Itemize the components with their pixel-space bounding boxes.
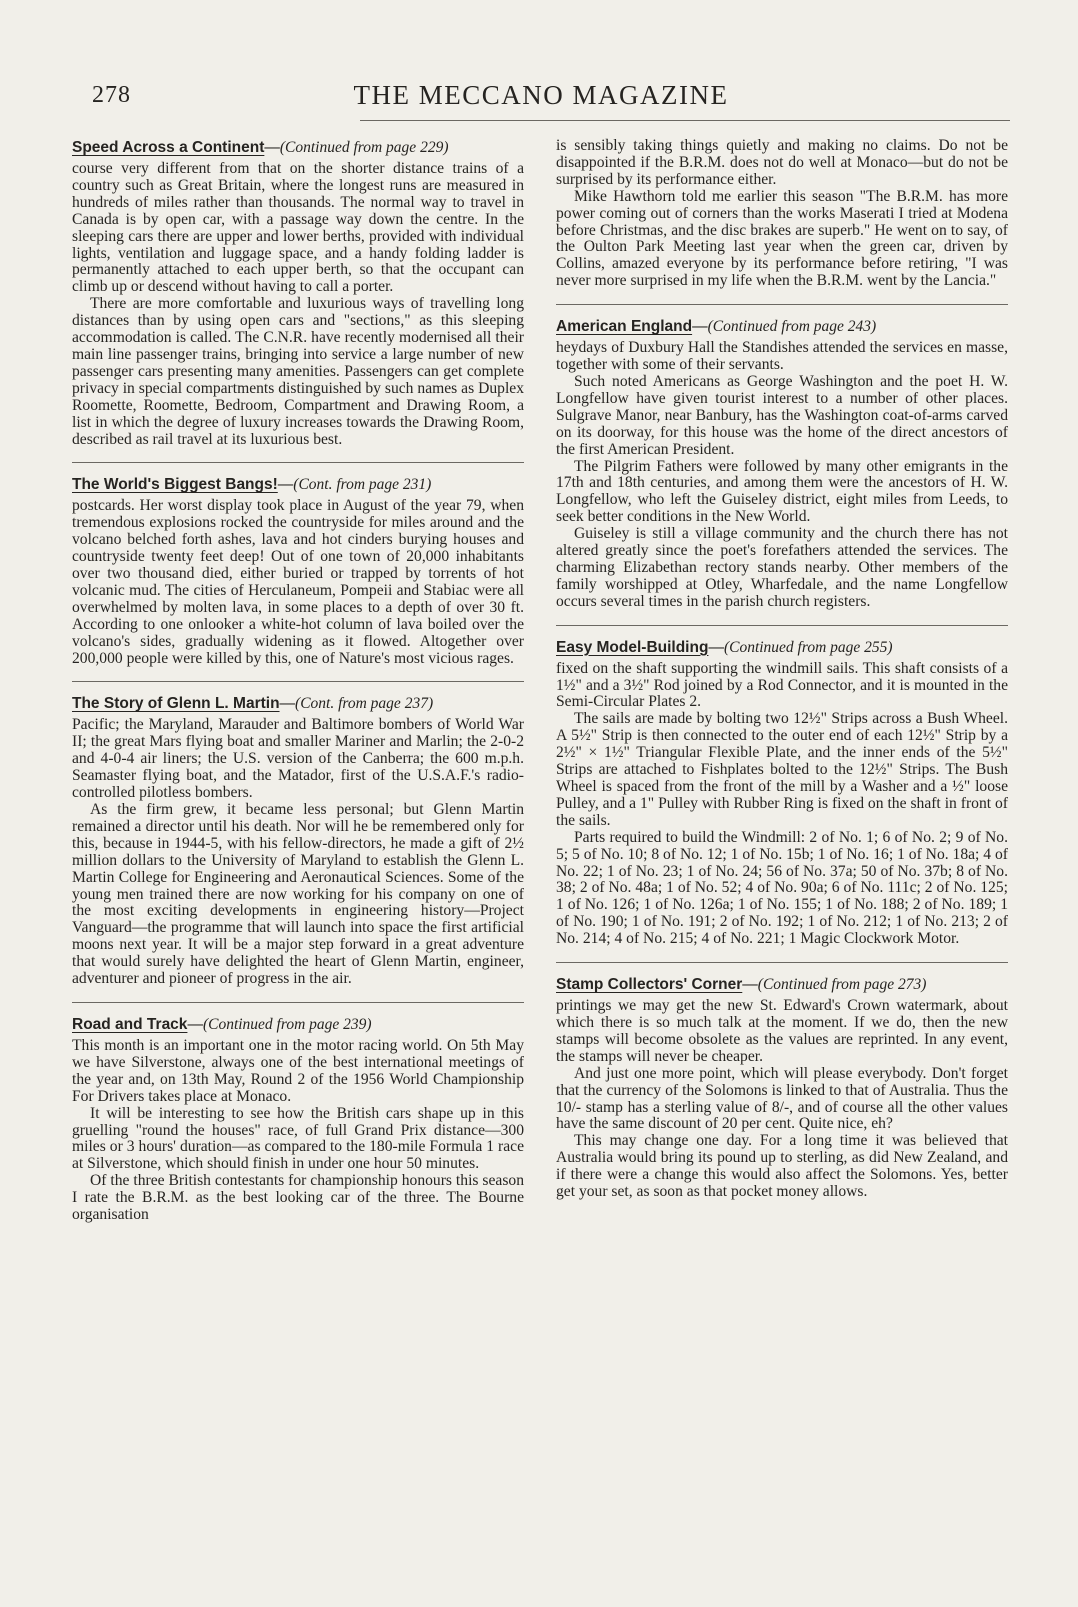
article-the-world-s-biggest-bangs <box>72 475 524 667</box>
article-speed-across-a-continent <box>72 138 524 448</box>
article-heading <box>556 638 1008 658</box>
paragraph: Of the three British contestants for championship honours this season I rate the B.R.M. as the best looking car of the three. The Bourne organisation <box>72 1172 524 1224</box>
paragraph: course very different from that on the shorter distance trains of a country such as Great Britain, where the longest runs are measured in hundreds of miles rather than thousands. The normal way to travel in Canada is by open car, with a passage way down the centre. In the sleeping cars there are upper and lower berths, provided with individual lights, ventilation and luggage space, and a handy folding ladder is permanently attached to each upper berth, so that the occupant can climb up or descend without having to call a porter. <box>72 160 524 296</box>
header-rule <box>360 120 1010 121</box>
page-header <box>72 76 1010 136</box>
article-title: American England <box>556 318 693 336</box>
paragraph: Mike Hawthorn told me earlier this season "The B.R.M. has more power coming out of corners than the works Maserati I tried at Modena before Christmas, and the disc brakes are superb." He went on to say, of the Oulton Park Meeting last year when the green car, driven by Collins, amazed everyone by its performance before retiring, "I was never more surprised in my life when the B.R.M. went by the Lancia." <box>556 187 1008 290</box>
title-dash: — <box>277 476 294 494</box>
paragraph: The Pilgrim Fathers were followed by many other emigrants in the 17th and 18th centuries, and among them were the ancestors of H. W. Longfellow, who left the Guiseley district, eight miles from Leeds, to seek better conditions in the New World. <box>556 457 1008 526</box>
paragraph: Such noted Americans as George Washington and the poet H. W. Longfellow have given tourist interest to a number of other places. Sulgrave Manor, near Banbury, has the Washington coat-of-arms carved on its doorway, for this house was the home of the direct ancestors of the first American President. <box>556 372 1008 458</box>
article-title: The Story of Glenn L. Martin <box>72 695 280 713</box>
continued-note: (Continued from page 273) <box>757 976 927 994</box>
title-dash: — <box>264 139 280 156</box>
paragraph: There are more comfortable and luxurious ways of travelling long distances than by using open cars and "sections," as this sleeping accommodation is called. The C.N.R. have recently modernised all their main line passenger trains, bringing into service a large number of new passenger cars presenting many amenities. Passengers can get complete privacy in special compartments distinguished by such names as Duplex Roomette, Roomette, Bedroom, Compartment and Drawing Room, a list in which the degree of luxury increases towards the Drawing Room, described as rail travel at its luxurious best. <box>72 295 524 448</box>
title-dash: — <box>708 638 724 656</box>
paragraph: This may change one day. For a long time it was believed that Australia would bring its pound up to sterling, as did New Zealand, and if there were a change this would also affect the Solomons. Yes, better get your set, as soon as that pocket money allows. <box>556 1132 1008 1201</box>
section-divider <box>556 625 1008 626</box>
article-road-and-track <box>72 1015 524 1224</box>
paragraph: This month is an important one in the motor racing world. On 5th May we have Silverstone, always one of the best international meetings of the year and, on 13th May, Round 2 of the 1956 World Championship For Drivers takes place at Monaco. <box>72 1036 524 1105</box>
paragraph: The sails are made by bolting two 12½" Strips across a Bush Wheel. A 5½" Strip is then connected to the outer end of each 12½" Strip by a 2½" × 1½" Triangular Flexible Plate, and the inner ends of the 5½" Strips are attached to Fishplates bolted to the 12½" Strips. The Bush Wheel is spaced from the front of the mill by a Washer and a ½" loose Pulley, and a 1" Pulley with Rubber Ring is fixed on the shaft in front of the sails. <box>556 710 1008 829</box>
section-divider <box>72 462 524 463</box>
section-divider <box>72 681 524 682</box>
continued-note: (Cont. from page 231) <box>293 476 432 494</box>
left-column <box>72 138 524 1558</box>
article-heading <box>72 694 524 714</box>
paragraph: Parts required to build the Windmill: 2 of No. 1; 6 of No. 2; 9 of No. 5; 5 of No. 10; 8 of No. 12; 1 of No. 15b; 1 of No. 16; 1 of No. 18a; 4 of No. 22; 1 of No. 23; 1 of No. 24; 56 of No. 37a; 50 of No. 37b; 8 of No. 38; 2 of No. 48a; 1 of No. 52; 4 of No. 90a; 6 of No. 111c; 2 of No. 125; 1 of No. 126; 1 of No. 126a; 1 of No. 155; 1 of No. 188; 2 of No. 189; 1 of No. 190; 1 of No. 191; 2 of No. 192; 1 of No. 212; 1 of No. 213; 2 of No. 214; 4 of No. 215; 4 of No. 221; 1 Magic Clockwork Motor. <box>556 828 1008 948</box>
paragraph: postcards. Her worst display took place in August of the year 79, when tremendous explosions rocked the countryside for miles around and the volcano belched forth ashes, lava and hot cinders burying houses and countryside twenty feet deep! Out of one town of 20,000 inhabitants over two thousand died, either buried or trapped by torrents of hot volcanic mud. The cities of Herculaneum, Pompeii and Stabiac were all overwhelmed by molten lava, in some places to a depth of over 30 ft. According to one onlooker a white-hot column of lava boiled over the volcano's sides, gradually widening as it flowed. Altogether over 200,000 people were killed by this, one of Nature's most vicious rages. <box>72 497 524 667</box>
continued-note: (Continued from page 229) <box>279 139 449 156</box>
article-easy-model-building <box>556 638 1008 948</box>
article-heading <box>556 317 1008 337</box>
article-the-story-of-glenn-l-martin <box>72 694 524 988</box>
paragraph: Guiseley is still a village community and the church there has not altered greatly since the poet's forefathers attended the services. The charming Elizabethan rectory stands nearby. Other members of the family worshipped at Otley, Wharfedale, and the name Longfellow occurs several times in the parish church registers. <box>556 525 1008 610</box>
right-column <box>556 138 1008 1558</box>
paragraph: printings we may get the new St. Edward's Crown watermark, about which there is so much talk at the moment. If we do, then the new stamps will become obsolete as the values are reprinted. In any event, the stamps will never be cheaper. <box>556 997 1008 1065</box>
article-heading <box>72 138 524 158</box>
paragraph: is sensibly taking things quietly and making no claims. Do not be disappointed if the B.R.M. does not do well at Monaco—but do not be surprised by its performance either. <box>556 138 1008 188</box>
article-title: Speed Across a Continent <box>72 139 265 156</box>
section-divider <box>556 962 1008 963</box>
title-dash: — <box>279 695 296 713</box>
paragraph: As the firm grew, it became less personal; but Glenn Martin remained a director until his death. Nor will he be remembered only for this, because in 1944-5, with his fellow-directors, he made a gift of 2½ million dollars to the University of Maryland to establish the Glenn L. Martin College for Engineering and Aeronautical Sciences. Some of the young men trained there are now working for his company on one of the most exciting developments in engineering history—Project Vanguard—the programme that will launch into space the first artificial moons next year. It will be a major step forward in a great adventure that would surely have delighted the heart of Glenn Martin, engineer, adventurer and pioneer of progress in the air. <box>72 801 524 988</box>
article-heading <box>72 1015 524 1035</box>
continued-note: (Continued from page 243) <box>707 318 877 336</box>
paragraph: It will be interesting to see how the British cars shape up in this gruelling "round the houses" race, of full Grand Prix distance—300 miles or 3 hours' duration—as compared to the 180-mile Formula 1 race at Silverstone, which should finish in under one hour 50 minutes. <box>72 1104 524 1173</box>
continued-note: (Cont. from page 237) <box>295 695 434 713</box>
title-dash: — <box>187 1015 203 1033</box>
paragraph: heydays of Duxbury Hall the Standishes attended the services en masse, together with some of their servants. <box>556 339 1008 374</box>
continued-note: (Continued from page 239) <box>202 1015 372 1033</box>
page-number: 278 <box>92 82 131 108</box>
section-divider <box>556 304 1008 305</box>
section-divider <box>72 1002 524 1003</box>
continued-note: (Continued from page 255) <box>723 638 893 656</box>
paragraph: And just one more point, which will please everybody. Don't forget that the currency of the Solomons is linked to that of Australia. Thus the 10/- stamp has a sterling value of 8/-, and of course all the other values have the same discount of 20 per cent. Quite nice, eh? <box>556 1064 1008 1133</box>
magazine-title: THE MECCANO MAGAZINE <box>353 80 729 110</box>
article-title: Stamp Collectors' Corner <box>556 976 743 994</box>
title-dash: — <box>742 976 758 994</box>
article-continuation <box>556 138 1008 290</box>
article-title: Road and Track <box>72 1015 188 1033</box>
paragraph: Pacific; the Maryland, Marauder and Baltimore bombers of World War II; the great Mars flying boat and smaller Mariner and Marlin; the 2-0-2 and 4-0-4 air liners; the U.S. version of the Canberra; the 600 m.p.h. Seamaster flying boat, and the Matador, first of the U.S.A.F.'s radio-controlled pilotless bombers. <box>72 716 524 802</box>
paragraph: fixed on the shaft supporting the windmill sails. This shaft consists of a 1½" and a 3½" Rod joined by a Rod Connector, and it is mounted in the Semi-Circular Plates 2. <box>556 659 1008 711</box>
article-stamp-collectors-corner <box>556 975 1008 1201</box>
title-dash: — <box>692 318 708 336</box>
article-heading <box>72 475 524 495</box>
article-title: Easy Model-Building <box>556 638 709 656</box>
article-heading <box>556 975 1008 995</box>
article-title: The World's Biggest Bangs! <box>72 476 278 494</box>
article-american-england <box>556 317 1008 611</box>
